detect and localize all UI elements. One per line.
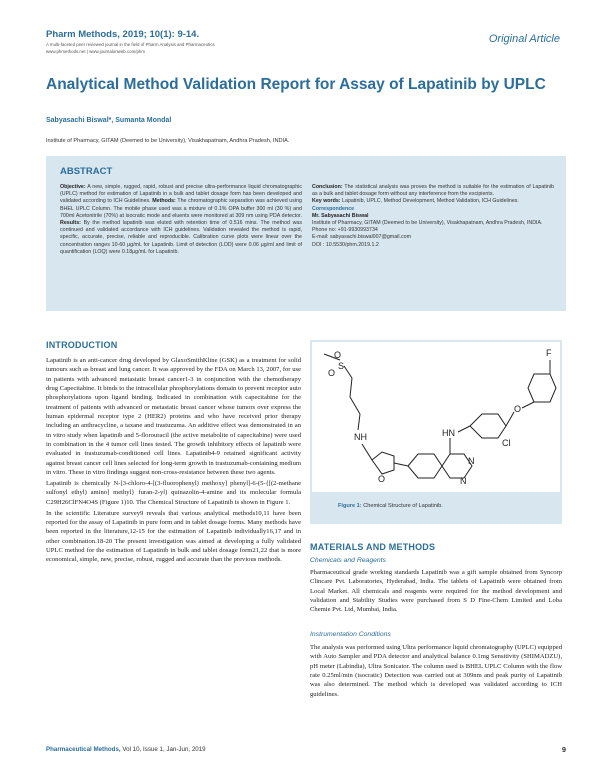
chemicals-paragraph: Pharmaceutical grade working standards Lapatinib was a gift sample obtained from Syncorp Clincare Pvt. Laboratories, Hyderabad, India. The tablets of Lapatinib were obtained from Local Market. All chemicals and reagents were required for the method development and validation and Stability Studies were purchased from S D Fine-Chem Limited and Loba Chemie Pvt. Ltd, Mumbai, India. [310,569,562,614]
footer-journal-name: Pharmaceutical Methods, [46,746,121,753]
abstract-box [46,156,566,311]
introduction-paragraph-2: Lapatinib is chemically N-[3-chloro-4-[(3-fluorophenyl) methoxy] phenyl]-6-(5-{[(2-methane sulfonyl ethyl) amino] methyl} furan-2-yl) quinazolin-4-amine and its molecular formula C29H26ClFN4O4S (Figure 1)10. The Chemical Structure of Lapatinib is shown in Figure 1. [46,479,301,506]
objective-label: Objective: [60,184,86,190]
results-text: By the method lapatinib was eluted with retention time of 0.516 mins. The method was continued and validated accordance with ICH guidelines. Validation revealed the method is rapid, specific, accurate, precise, reliable and reproducible. Calibration curve plots were linear over the concentration ranges 10-60 µg/mL for Lapatinib. Limit of detection (LOD) were 0.06 µg/ml and limit of quantification (LOQ) were 0.18µg/mL for Lapatinib. [60,220,302,255]
atom-n1: N [468,456,475,466]
page-number: 9 [561,745,566,754]
introduction-body [46,356,301,566]
corr-name: Mr. Sabyasachi Biswal [312,212,369,219]
footer-issue: Vol 10, Issue 1, Jan-Jun, 2019 [122,746,206,753]
atom-o-ether: O [514,404,522,414]
atom-s: S [338,361,345,371]
atom-nh: NH [354,432,367,442]
corr-phone: Phone no: +91-9930993734 [312,227,378,234]
corr-affiliation: Institute of Pharmacy, GITAM (Deemed to be University), Visakhapatnam, Andhra Pradesh, INDIA. [312,220,543,227]
journal-title: Pharm Methods, 2019; 10(1): 9-14. [46,29,200,40]
footer-journal [46,746,206,753]
introduction-paragraph-3: In the scientific Literature survey9 reveals that various analytical methods10,11 have been reported for the assay of Lapatinib in pure form and in tablet dosage forms. Many methods have been reported in the literature,12-15 for the estimation of Lapatinib individually16,17 and in other combination.18-20 The present investigation was aimed at developing a fully validated UPLC method for the estimation of Lapatinib in bulk and tablet dosage form21,22 that is more economical, simple, new, precise, robust, rugged and accurate than the previous methods. [46,509,301,564]
corr-email[interactable]: E-mail: sabyasachi.biswal007@gmail.com [312,234,411,241]
introduction-paragraph-1: Lapatinib is an anti-cancer drug developed by GlaxoSmithKline (GSK) as a treatment for solid tumours such as breast and lung cancer. It was approved by the FDA on March 13, 2007, for use in patients with advanced metastatic breast cancer1-3 in conjunction with the chemotherapy drug Capecitabine. It binds to the intracellular phosphorylations domain to prevent receptor auto phosphorylations upon ligand binding. Indicated in combination with capecitabine for the treatment of patients with advanced or metastatic breast cancer whose tumors over express the human epidermal receptor type 2 (HER2) proteins and who have received prior therapy including an anthracycline, a taxane and trastuzuma. An additive effect was demonstrated in an in vitro study when lapatinib and 5-florouracil (the active metabolite of capecitabine) were used in combination in the 4 tumor cell lines tested. The growth inhibitory effects of lapatinib were evaluated in trastuzumab-conditioned cell lines. Lapatinib4-9 retained significant activity against breast cancer cell lines selected for long-term growth in trastuzumab-containing medium in vitro. These in vitro findings suggest non-cross-resistance between these two agents. [46,357,301,477]
abstract-heading: ABSTRACT [60,166,113,177]
instrumentation-paragraph: The analysis was performed using Ultra performance liquid chromatography (UPLC) equipped with Auto Sampler and PDA detector and analytical balance 0.1mg Sensitivity (SHIMADZU), pH meter (Labindia), Ultra Sonicator. The column used is BHEL UPLC Column with the flow rate 0.25ml/min (isocratic) Detection was carried out at 309nm and peak purity of Lapatinib was also determined. The method which is developed was validated according to ICH guidelines. [310,644,562,698]
journal-subtitle [46,42,286,55]
results-label: Results: [60,220,81,227]
article-type: Original Article [488,33,560,45]
keywords-label: Key words: [312,198,341,205]
conclusion-label: Conclusion: [312,184,343,190]
atom-o2: O [328,368,336,378]
introduction-heading: INTRODUCTION [46,340,118,350]
correspondence-heading: Correspondence [312,205,355,212]
abstract-column-left [60,184,302,256]
objective-text: A new, simple, rugged, rapid, robust and precise ultra-performance liquid chromatographic (UPLC) method for estimation of Lapatinib in a bulk and tablet dosage form has been developed and validated according to ICH Guidelines. [60,184,302,205]
methods-text: The chromatographic separation was achieved using BHEL UPLC Column. The mobile phase used was a mixture of 0.1% OPA buffer 300 ml (30 %) and 700ml Acetonitrile (70%) at isocratic mode and eluents were monitored at 309 nm using PDA detector. [60,198,302,219]
lapatinib-structure-icon [312,342,560,492]
figure-caption-text: Chemical Structure of Lapatinib. [363,503,443,509]
figure-label: Figure 1: [338,503,362,509]
materials-heading: MATERIALS AND METHODS [310,542,436,552]
figure-1 [310,340,562,524]
conclusion-text: The statistical analysis was proves the method is suitable for the estimation of Lapatinib as a bulk and tablet dosage form without any interference from the excipients. [312,184,554,198]
authors: Sabyasachi Biswal*, Sumanta Mondal [46,117,172,124]
article-title: Analytical Method Validation Report for Assay of Lapatinib by UPLC [46,76,546,93]
atom-hn: HN [442,428,455,438]
corr-doi[interactable]: DOI : 10.5530/phm.2019.1.2 [312,241,379,248]
instrumentation-subheading: Instrumentation Conditions [310,631,391,638]
atom-f: F [546,348,552,358]
atom-n2: N [460,476,467,486]
chemicals-subheading: Chemicals and Reagents [310,557,386,564]
journal-subtitle-line1: A multi-faceted peer reviewed journal in the field of Pharm Analysis and Pharmaceutics [46,42,215,47]
keywords-text: Lapatinib, UPLC, Method Development, Method Validation, ICH Guidelines. [342,198,519,205]
journal-website-links[interactable]: www.phmethods.net | www.journalonweb.com/phm [46,48,146,54]
methods-label: Methods: [152,198,176,205]
atom-cl: Cl [502,438,511,448]
affiliation: Institute of Pharmacy, GITAM (Deemed to be University), Visakhapatnam, Andhra Pradesh, INDIA. [46,138,290,144]
atom-o1: O [334,350,342,360]
chemical-structure [312,342,560,492]
atom-o-furan: O [378,474,386,484]
figure-caption [338,503,443,509]
abstract-column-right [312,184,554,249]
